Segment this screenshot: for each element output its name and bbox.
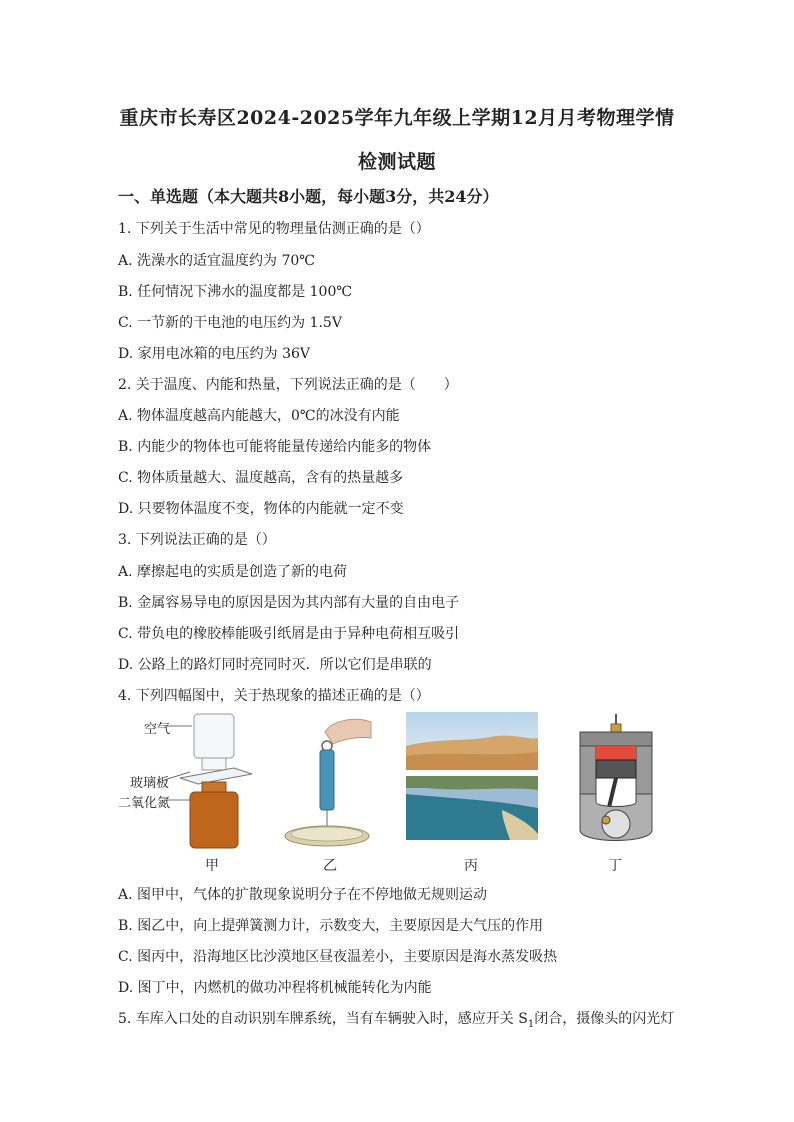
question-4-option-a: A. 图甲中，气体的扩散现象说明分子在不停地做无规则运动 [118,887,488,903]
label-glass-plate: 玻璃板 [130,776,170,791]
engine-cylinder-illustration [566,712,666,852]
question-3-stem: 3. 下列说法正确的是（） [118,532,276,548]
question-2-option-b: B. 内能少的物体也可能将能量传递给内能多的物体 [118,439,432,455]
question-3-option-a: A. 摩擦起电的实质是创造了新的电荷 [118,564,348,580]
label-air: 空气 [144,722,171,737]
question-1-option-b: B. 任何情况下沸水的温度都是 100℃ [118,284,353,300]
question-5-subscript: 1 [527,1018,535,1030]
question-2-stem: 2. 关于温度、内能和热量，下列说法正确的是（ ） [118,377,458,393]
figure-yi [275,712,385,872]
caption-yi: 乙 [323,858,337,874]
question-5-stem-end: 闭合，摄像头的闪光灯 [534,1011,675,1027]
caption-jia: 甲 [205,858,219,874]
desert-and-coast-photos [406,712,538,852]
page-title-continued: 检测试题 [357,151,436,173]
question-3-option-b: B. 金属容易导电的原因是因为其内部有大量的自由电子 [118,595,460,611]
question-4-option-b: B. 图乙中，向上提弹簧测力计，示数变大，主要原因是大气压的作用 [118,918,544,934]
figure-ding [566,712,666,872]
question-4-option-d: D. 图丁中，内燃机的做功冲程将机械能转化为内能 [118,980,432,996]
question-1-stem: 1. 下列关于生活中常见的物理量估测正确的是（） [118,221,430,237]
page-title: 重庆市长寿区2024-2025学年九年级上学期12月月考物理学情 [119,107,675,129]
figure-jia [118,712,260,874]
question-2-option-c: C. 物体质量越大、温度越高，含有的热量越多 [118,470,404,486]
question-3-option-c: C. 带负电的橡胶棒能吸引纸屑是由于异种电荷相互吸引 [118,626,460,642]
question-4-stem: 4. 下列四幅图中，关于热现象的描述正确的是（） [118,688,430,704]
spring-scale-illustration [275,712,385,852]
figure-bing [406,712,538,872]
question-5-stem [118,1008,674,1030]
question-5-stem-start: 5. 车库入口处的自动识别车牌系统，当有车辆驶入时，感应开关 S [118,1011,528,1027]
question-4-figures [118,712,690,874]
question-1-option-c: C. 一节新的干电池的电压约为 1.5V [118,315,342,331]
question-2-option-a: A. 物体温度越高内能越大，0℃的冰没有内能 [118,408,400,424]
section-heading: 一、单选题（本大题共8小题，每小题3分，共24分） [118,187,499,206]
question-1-option-a: A. 洗澡水的适宜温度约为 70℃ [118,253,315,269]
caption-ding: 丁 [608,858,622,874]
question-1-option-d: D. 家用电冰箱的电压约为 36V [118,346,311,362]
label-nitrogen-dioxide: 二氧化氮 [118,796,171,811]
question-4-option-c: C. 图丙中，沿海地区比沙漠地区昼夜温差小，主要原因是海水蒸发吸热 [118,949,558,965]
question-2-option-d: D. 只要物体温度不变，物体的内能就一定不变 [118,501,404,517]
question-3-option-d: D. 公路上的路灯同时亮同时灭．所以它们是串联的 [118,657,432,673]
caption-bing: 丙 [464,858,478,874]
